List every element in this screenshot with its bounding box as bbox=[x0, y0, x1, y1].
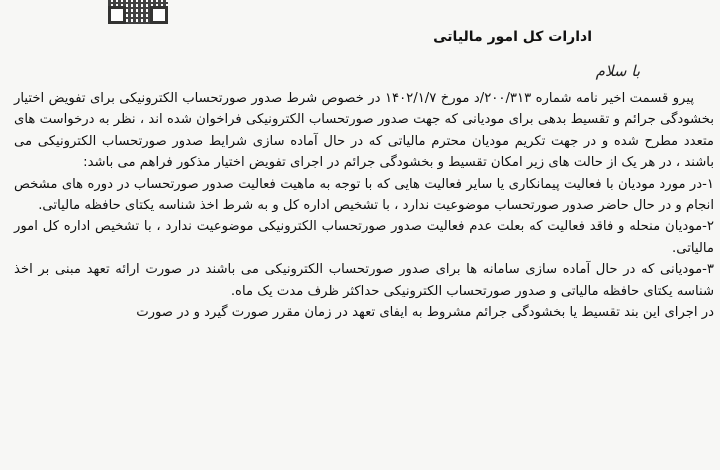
qr-code-icon bbox=[108, 0, 168, 24]
qr-corner-right bbox=[150, 6, 168, 24]
clause-3: ۳-مودیانی که در حال آماده سازی سامانه ها برای صدور صورتحساب الکترونیکی می باشند در صورت ارائه تعهد مبنی بر اخذ شناسه یکتای حافظه مالیاتی و صدور صورتحساب الکترونیکی حداکثر ظرف مدت یک ماه. bbox=[14, 262, 714, 299]
clause-1: ۱-در مورد مودیان با فعالیت پیمانکاری یا سایر فعالیت هایی که با توجه به ماهیت فعالیت صدور صورتحساب در دوره های مشخص انجام و در حال حاضر صدور صورتحساب موضوعیت ندارد ، با تشخیص اداره کل و به شرط اخذ شناسه یکتای حافظه مالیاتی. bbox=[14, 176, 714, 214]
intro-paragraph: پیرو قسمت اخیر نامه شماره ۲۰۰/۳۱۳/د مورخ ۱۴۰۲/۱/۷ در خصوص شرط صدور صورتحساب الکترونیکی برای تفویض اختیار بخشودگی جرائم و تقسیط بدهی برای مودیانی که جهت صدور صورتحساب الکترونیکی فراخوان شده اند ، نظر به درخواست های متعدد مطرح شده و در جهت تکریم مودیان محترم مالیاتی که در حال آماده سازی شرایط صدور صورتحساب الکترونیکی می باشند ، در هر یک از حالت های زیر امکان تقسیط و بخشودگی جرائم در اجرای تفویض اختیار مذکور فراهم می باشد: bbox=[14, 91, 714, 171]
qr-corner-left bbox=[108, 6, 126, 24]
recipient-heading: ادارات کل امور مالیاتی bbox=[433, 29, 592, 45]
salutation-handwritten: با سلام bbox=[595, 62, 640, 80]
clause-3-continued: در اجرای این بند تقسیط یا بخشودگی جرائم مشروط به ایفای تعهد در زمان مقرر صورت گیرد و در صورت bbox=[136, 305, 714, 321]
letter-body bbox=[14, 88, 714, 323]
clause-2: ۲-مودیان منحله و فاقد فعالیت که بعلت عدم فعالیت صدور صورتحساب الکترونیکی موضوعیت ندارد ، با تشخیص اداره کل امور مالیاتی. bbox=[14, 219, 714, 256]
